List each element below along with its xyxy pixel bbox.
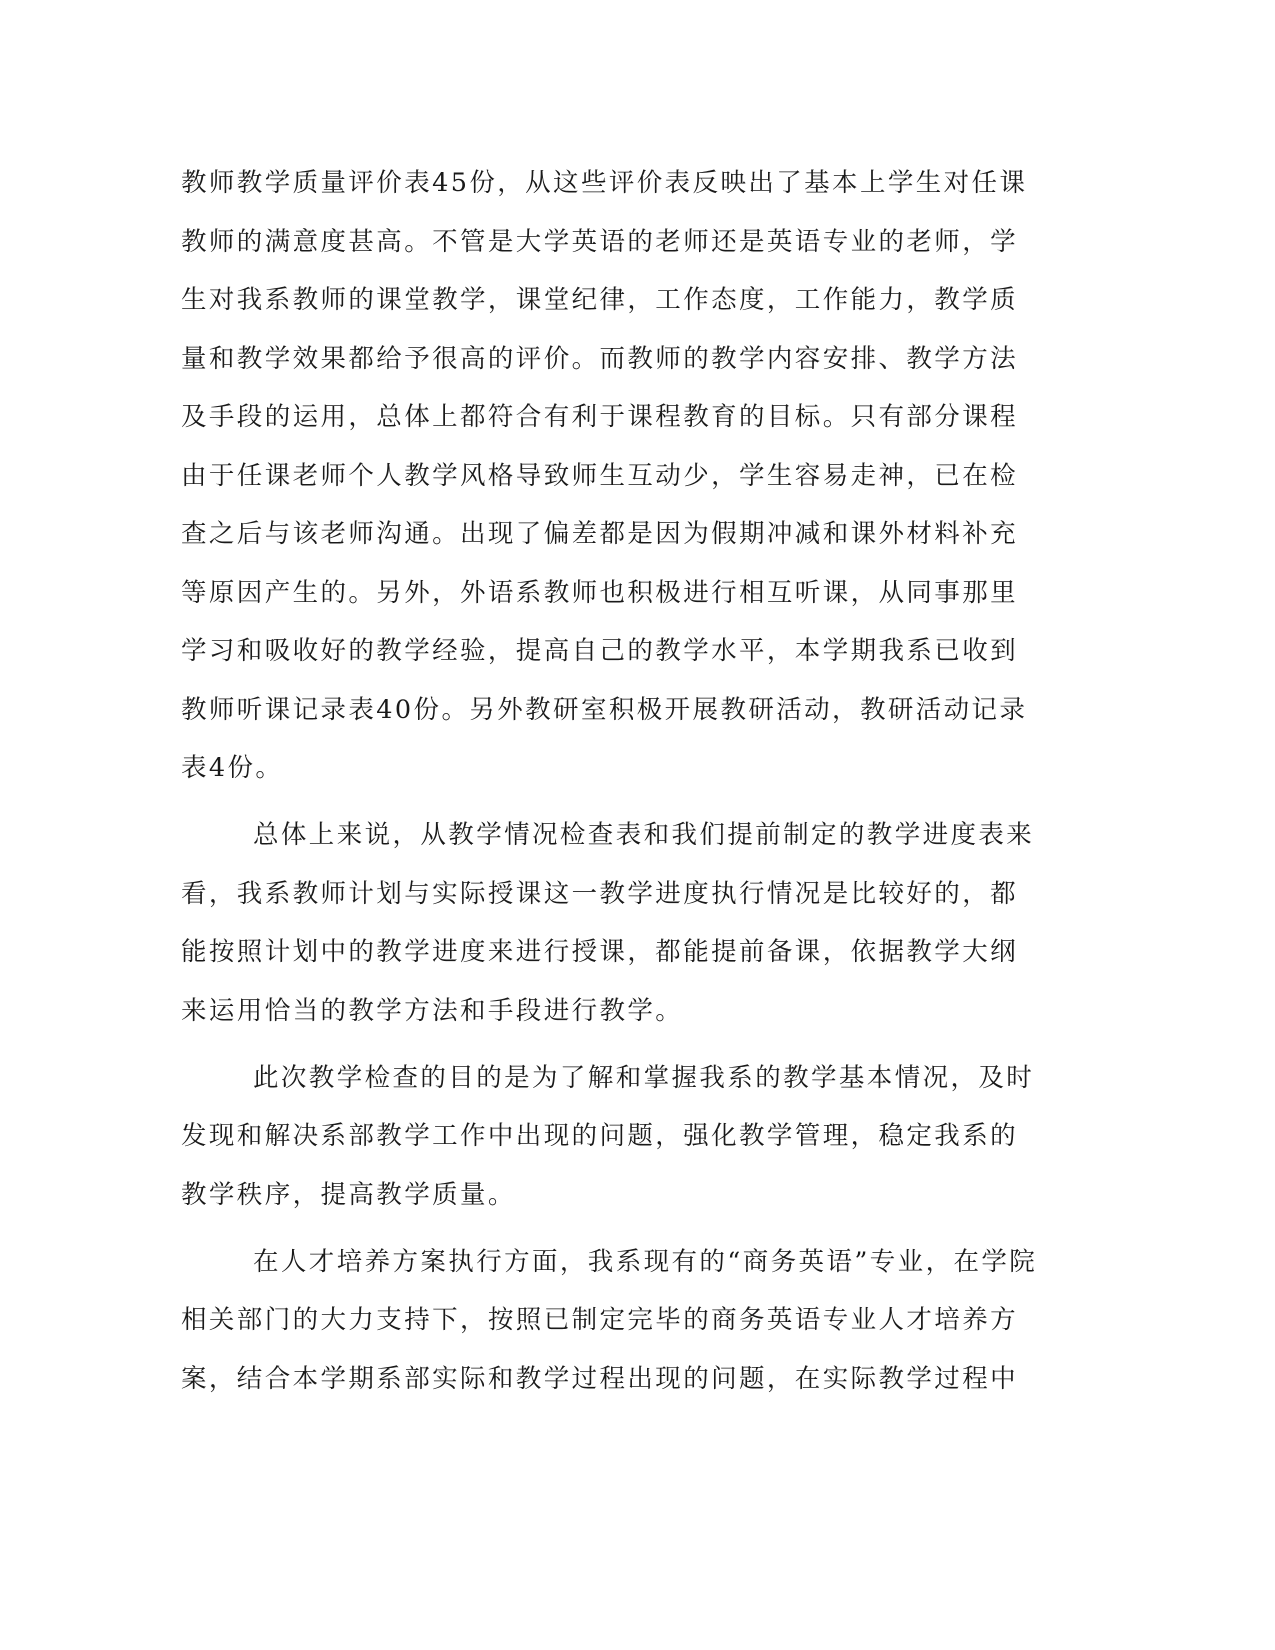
paragraph	[181, 806, 1039, 1040]
text-line: 来运用恰当的教学方法和手段进行教学。	[181, 995, 684, 1026]
text-line: 教师听课记录表40份。另外教研室积极开展教研活动，教研活动记录	[181, 694, 1028, 725]
paragraph	[181, 1049, 1039, 1225]
text-line: 此次教学检查的目的是为了解和掌握我系的教学基本情况，及时	[253, 1062, 1035, 1093]
text-line: 表4份。	[181, 753, 284, 783]
text-line: 量和教学效果都给予很高的评价。而教师的教学内容安排、教学方法	[181, 343, 1019, 374]
text-line: 学习和吸收好的教学经验，提高自己的教学水平，本学期我系已收到	[181, 636, 1019, 666]
text-line: 看，我系教师计划与实际授课这一教学进度执行情况是比较好的，都	[181, 878, 1019, 909]
text-line: 等原因产生的。另外，外语系教师也积极进行相互听课，从同事那里	[181, 577, 1019, 608]
text-line: 生对我系教师的课堂教学，课堂纪律，工作态度，工作能力，教学质	[181, 285, 1019, 315]
document-body	[181, 154, 1039, 1408]
text-line: 教师的满意度甚高。不管是大学英语的老师还是英语专业的老师，学	[181, 226, 1019, 257]
text-line: 及手段的运用，总体上都符合有利于课程教育的目标。只有部分课程	[181, 402, 1019, 432]
text-line: 查之后与该老师沟通。出现了偏差都是因为假期冲减和课外材料补充	[181, 519, 1019, 549]
text-line: 在人才培养方案执行方面，我系现有的“商务英语”专业，在学院	[253, 1246, 1038, 1277]
paragraph	[181, 1233, 1039, 1409]
text-line: 能按照计划中的教学进度来进行授课，都能提前备课，依据教学大纲	[181, 937, 1019, 967]
text-line: 发现和解决系部教学工作中出现的问题，强化教学管理，稳定我系的	[181, 1121, 1019, 1151]
text-line: 案，结合本学期系部实际和教学过程出现的问题，在实际教学过程中	[181, 1363, 1019, 1394]
text-line: 教学秩序，提高教学质量。	[181, 1179, 516, 1210]
text-line: 相关部门的大力支持下，按照已制定完毕的商务英语专业人才培养方	[181, 1305, 1019, 1335]
text-line: 教师教学质量评价表45份，从这些评价表反映出了基本上学生对任课	[181, 168, 1028, 198]
paragraph	[181, 154, 1039, 798]
text-line: 由于任课老师个人教学风格导致师生互动少，学生容易走神，已在检	[181, 460, 1019, 491]
text-line: 总体上来说，从教学情况检查表和我们提前制定的教学进度表来	[253, 820, 1035, 850]
